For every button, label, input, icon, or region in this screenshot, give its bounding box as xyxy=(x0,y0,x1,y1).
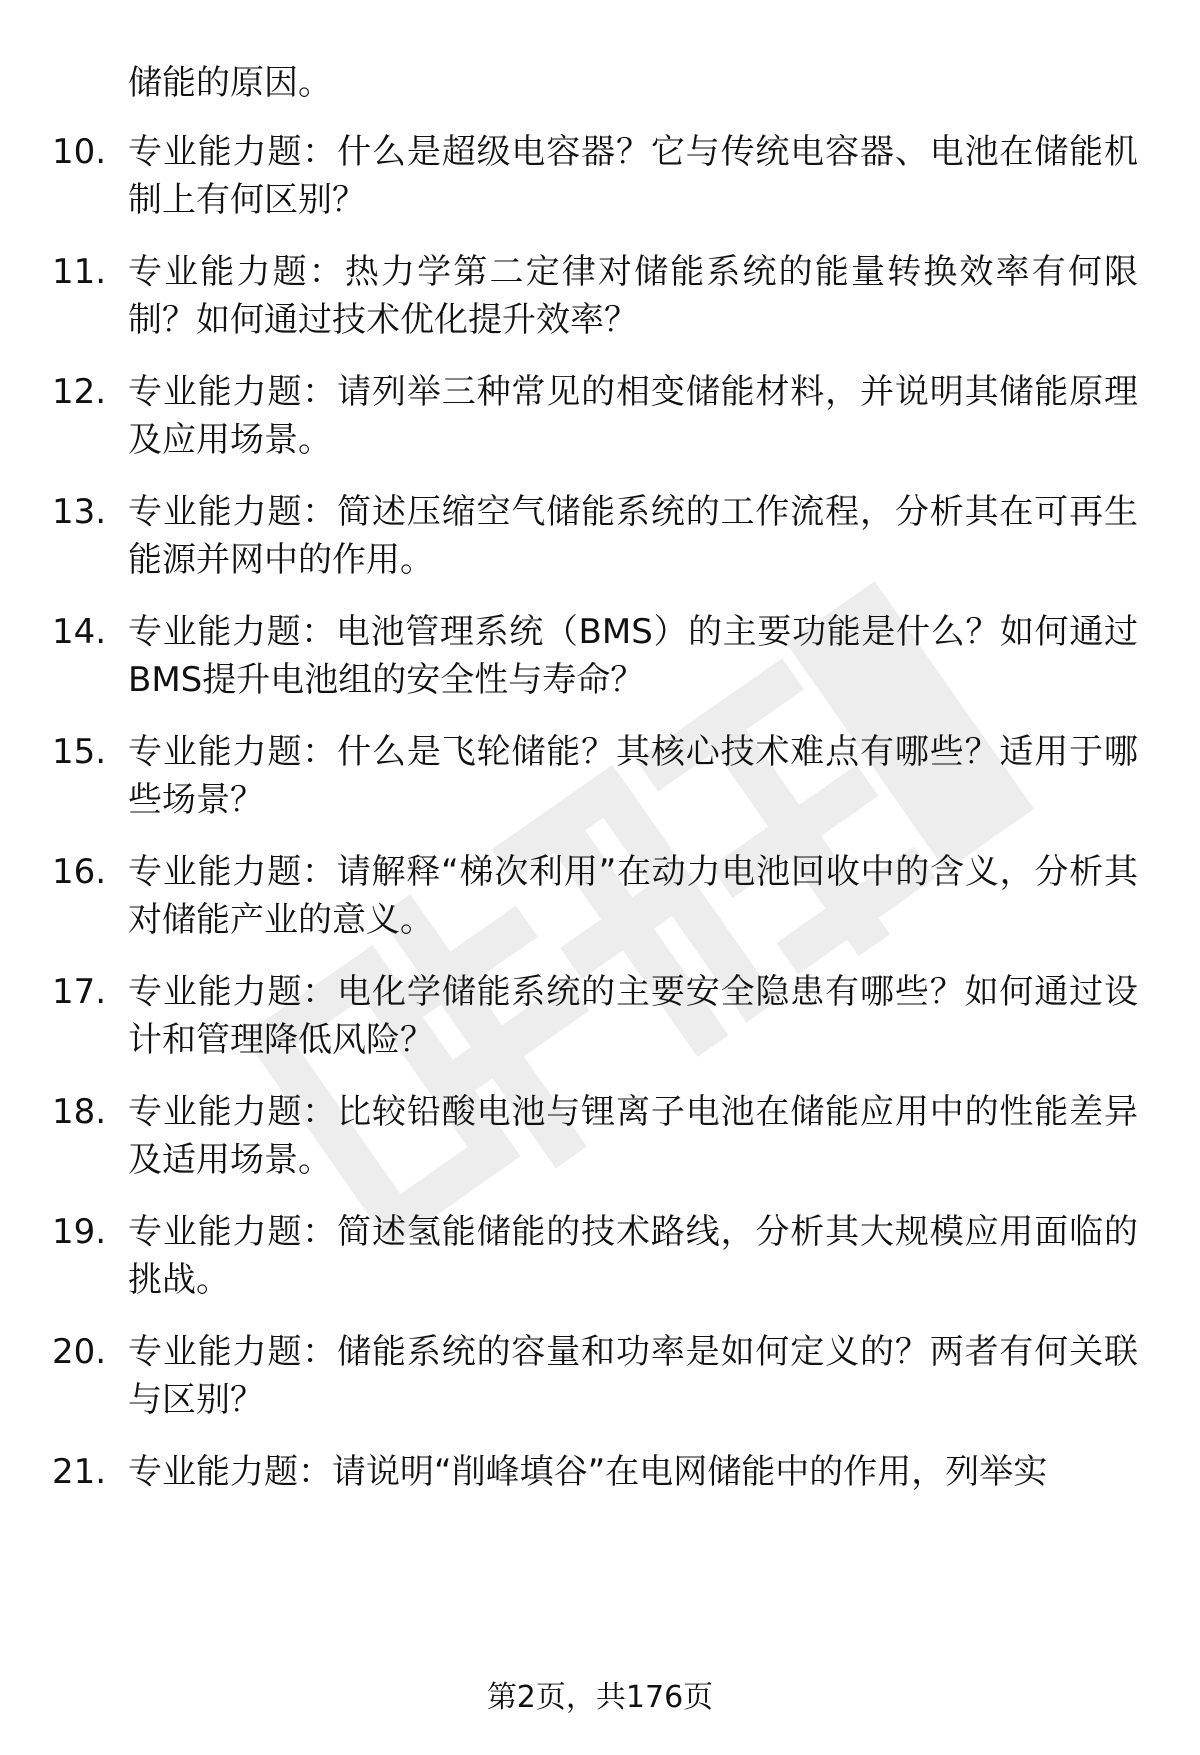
question-text: 专业能力题：请说明“削峰填谷”在电网储能中的作用，列举实 xyxy=(128,1452,1048,1492)
question-number: 11. xyxy=(52,252,107,292)
question-number: 13. xyxy=(52,492,107,532)
question-number: 14. xyxy=(52,612,107,652)
question-text: 专业能力题：比较铅酸电池与锂离子电池在储能应用中的性能差异及适用场景。 xyxy=(128,1092,1138,1180)
question-number: 18. xyxy=(52,1092,107,1132)
question-text: 专业能力题：热力学第二定律对储能系统的能量转换效率有何限制？如何通过技术优化提升效率？ xyxy=(128,252,1138,340)
question-number: 12. xyxy=(52,372,107,412)
question-text: 专业能力题：什么是超级电容器？它与传统电容器、电池在储能机制上有何区别？ xyxy=(128,132,1138,220)
question-number: 16. xyxy=(52,852,107,892)
question-text: 专业能力题：储能系统的容量和功率是如何定义的？两者有何关联与区别？ xyxy=(128,1332,1138,1420)
question-number: 20. xyxy=(52,1332,107,1372)
continuation-text: 储能的原因。 xyxy=(128,63,332,103)
question-number: 10. xyxy=(52,132,107,172)
question-number: 21. xyxy=(52,1452,107,1492)
question-number: 19. xyxy=(52,1212,107,1252)
question-text: 专业能力题：请解释“梯次利用”在动力电池回收中的含义，分析其对储能产业的意义。 xyxy=(128,852,1138,940)
question-number: 15. xyxy=(52,732,107,772)
question-text: 专业能力题：什么是飞轮储能？其核心技术难点有哪些？适用于哪些场景？ xyxy=(128,732,1138,820)
question-number: 17. xyxy=(52,972,107,1012)
question-text: 专业能力题：电化学储能系统的主要安全隐患有哪些？如何通过设计和管理降低风险？ xyxy=(128,972,1138,1060)
question-text: 专业能力题：简述氢能储能的技术路线，分析其大规模应用面临的挑战。 xyxy=(128,1212,1138,1300)
question-text: 专业能力题：请列举三种常见的相变储能材料，并说明其储能原理及应用场景。 xyxy=(128,372,1138,460)
question-text: 专业能力题：电池管理系统（BMS）的主要功能是什么？如何通过BMS提升电池组的安全性与寿命？ xyxy=(128,612,1138,700)
page-footer: 第2页，共176页 xyxy=(486,1680,714,1715)
question-text: 专业能力题：简述压缩空气储能系统的工作流程，分析其在可再生能源并网中的作用。 xyxy=(128,492,1138,580)
